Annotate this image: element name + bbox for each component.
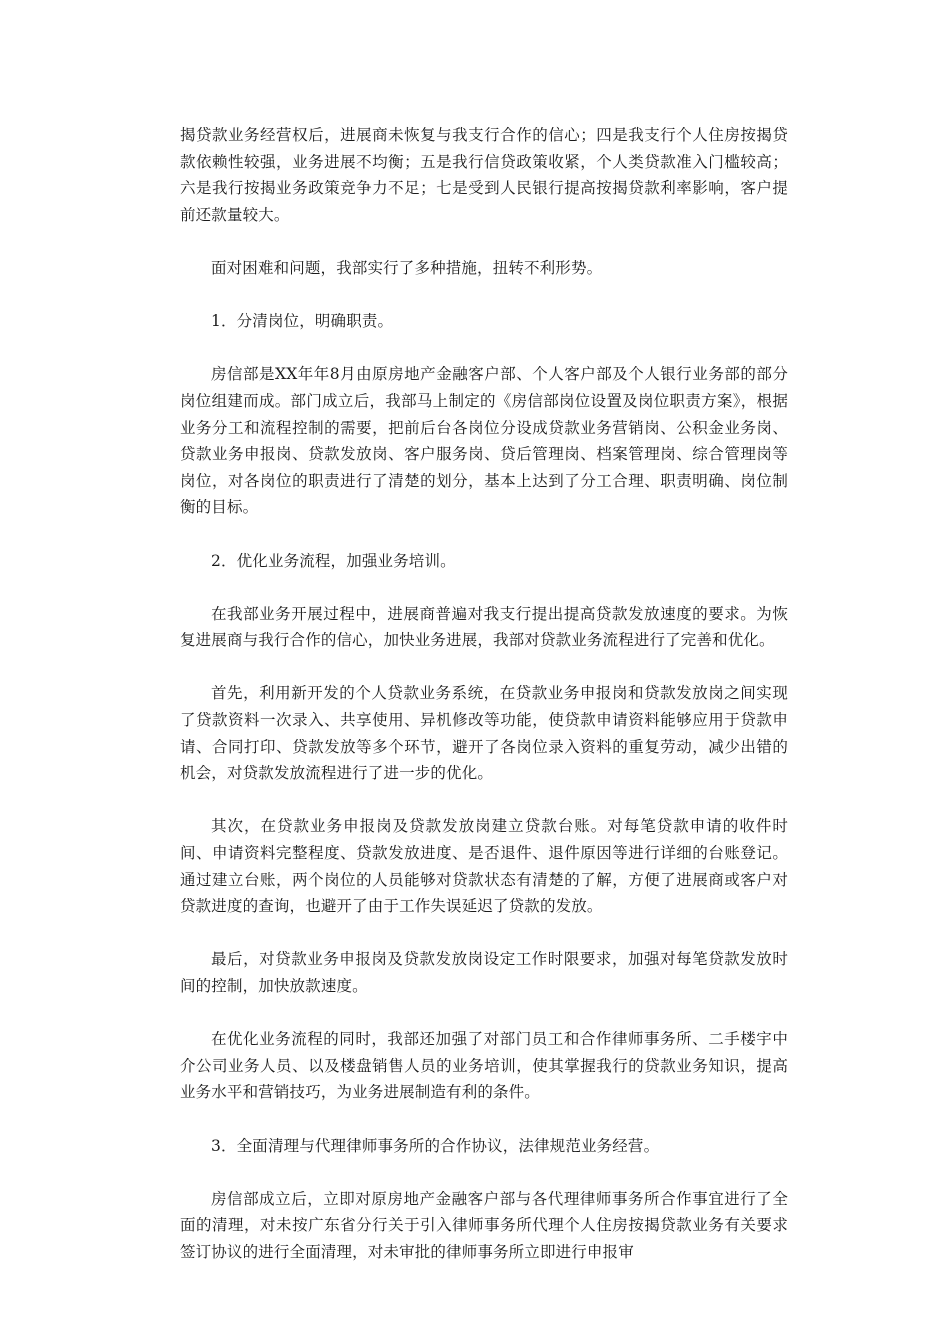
paragraph-process-background: 在我部业务开展过程中，进展商普遍对我支行提出提高贷款发放速度的要求。为恢复进展商与我行合作的信心，加快业务进展，我部对贷款业务流程进行了完善和优化。 xyxy=(180,604,788,650)
paragraph-measures-intro: 面对困难和问题，我部实行了多种措施，扭转不利形势。 xyxy=(211,258,603,277)
paragraph-department-setup: 房信部是XX年年8月由原房地产金融客户部、个人客户部及个人银行业务部的部分岗位组建而成。部门成立后，我部马上制定的《房信部岗位设置及岗位职责方案》，根据业务分工和流程控制的需要，把前后台各岗位分设成贷款业务营销岗、公积金业务岗、贷款业务申报岗、贷款发放岗、客户服务岗、贷后管理岗、档案管理岗、综合管理岗等岗位，对各岗位的职责进行了清楚的划分，基本上达到了分工合理、职责明确、岗位制衡的目标。 xyxy=(180,365,788,517)
document-body xyxy=(180,122,788,1292)
paragraph-final-measure: 最后，对贷款业务申报岗及贷款发放岗设定工作时限要求，加强对每笔贷款发放时间的控制，加快放款速度。 xyxy=(180,950,788,995)
paragraph-training: 在优化业务流程的同时，我部还加强了对部门员工和合作律师事务所、二手楼宇中介公司业务人员、以及楼盘销售人员的业务培训，使其掌握我行的贷款业务知识，提高业务水平和营销技巧，为业务进展制造有利的条件。 xyxy=(180,1030,788,1102)
paragraph-law-firm-review: 房信部成立后，立即对原房地产金融客户部与各代理律师事务所合作事宜进行了全面的清理，对未按广东省分行关于引入律师事务所代理个人住房按揭贷款业务有关要求签订协议的进行全面清理，对未审批的律师事务所立即进行申报审 xyxy=(180,1189,788,1261)
paragraph-continued-intro: 揭贷款业务经营权后，进展商未恢复与我支行合作的信心；四是我支行个人住房按揭贷款依赖性较强，业务进展不均衡；五是我行信贷政策收紧，个人类贷款准入门槛较高；六是我行按揭业务政策竞争力不足；七是受到人民银行提高按揭贷款利率影响，客户提前还款量较大。 xyxy=(180,126,788,224)
section-heading-3: 3．全面清理与代理律师事务所的合作协议，法律规范业务经营。 xyxy=(211,1136,660,1155)
section-heading-1: 1．分清岗位，明确职责。 xyxy=(211,312,394,331)
paragraph-second-measure: 其次，在贷款业务申报岗及贷款发放岗建立贷款台账。对每笔贷款申请的收件时间、申请资料完整程度、贷款发放进度、是否退件、退件原因等进行详细的台账登记。通过建立台账，两个岗位的人员能够对贷款状态有清楚的了解，方便了进展商或客户对贷款进度的查询，也避开了由于工作失误延迟了贷款的发放。 xyxy=(180,817,788,916)
section-heading-2: 2．优化业务流程，加强业务培训。 xyxy=(211,551,456,570)
paragraph-first-measure: 首先，利用新开发的个人贷款业务系统，在贷款业务申报岗和贷款发放岗之间实现了贷款资料一次录入、共享使用、异机修改等功能，使贷款申请资料能够应用于贷款申请、合同打印、贷款发放等多个环节，避开了各岗位录入资料的重复劳动，减少出错的机会，对贷款发放流程进行了进一步的优化。 xyxy=(180,684,788,783)
